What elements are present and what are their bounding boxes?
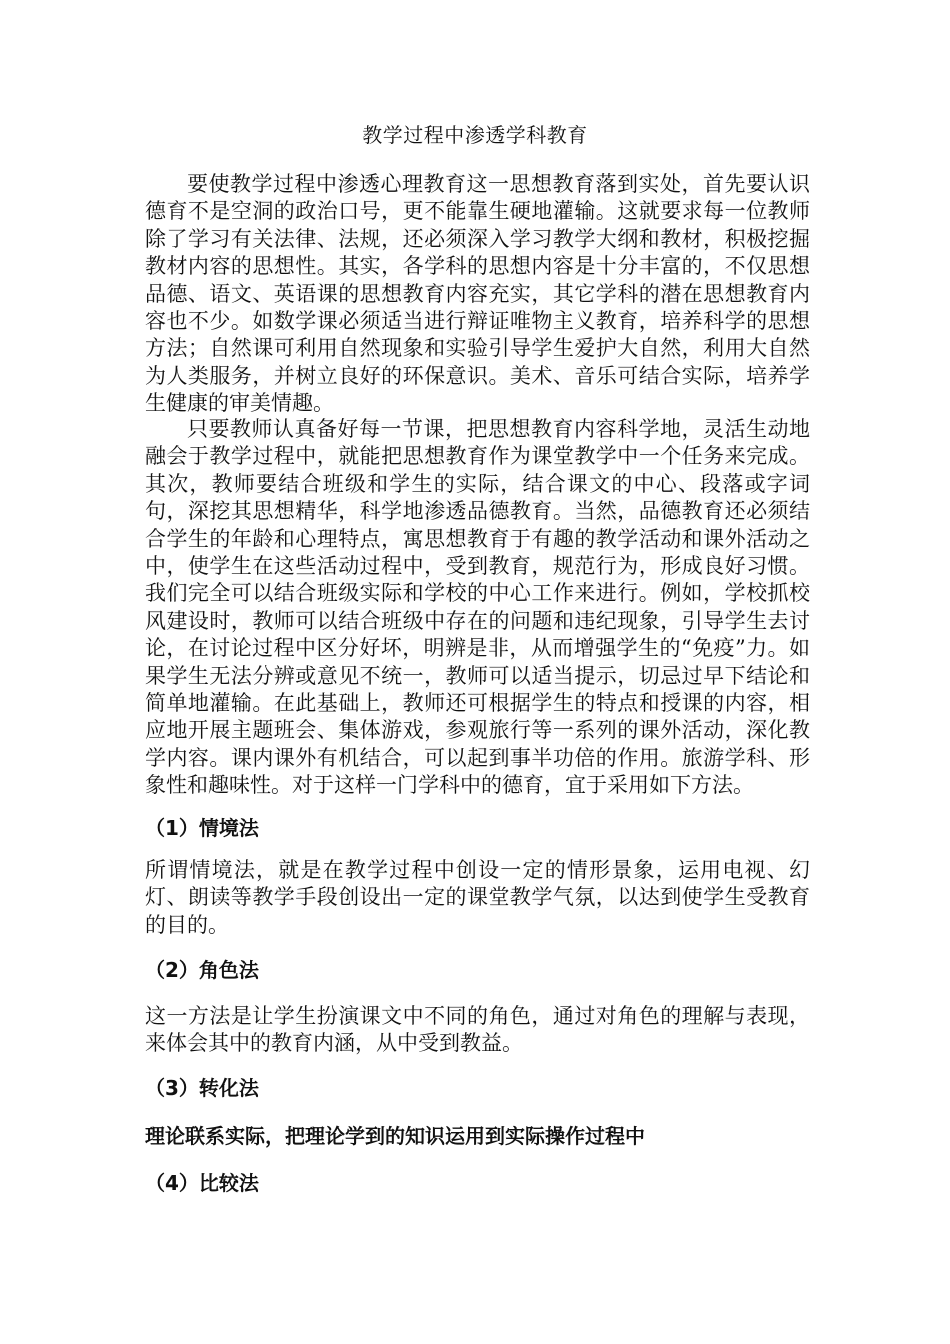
method-text-1: 所谓情境法，就是在教学过程中创设一定的情形景象，运用电视、幻灯、朗读等教学手段创设出一定的课堂教学气氛，以达到使学生受教育的目的。 [145,858,810,937]
method-heading-1: （1）情境法 [145,816,259,840]
method-text-2: 这一方法是让学生扮演课文中不同的角色，通过对角色的理解与表现，来体会其中的教育内涵，从中受到教益。 [145,1004,810,1056]
method-heading-3: （3）转化法 [145,1076,259,1100]
method-heading-4: （4）比较法 [145,1171,259,1195]
body-paragraph-1: 要使教学过程中渗透心理教育这一思想教育落到实处，首先要认识德育不是空洞的政治口号，更不能靠生硬地灌输。这就要求每一位教师除了学习有关法律、法规，还必须深入学习教学大纲和教材，积极挖掘教材内容的思想性。其实，各学科的思想内容是十分丰富的，不仅思想品德、语文、英语课的思想教育内容充实，其它学科的潜在思想教育内容也不少。如数学课必须适当进行辩证唯物主义教育，培养科学的思想方法；自然课可利用自然现象和实验引导学生爱护大自然，利用大自然为人类服务，并树立良好的环保意识。美术、音乐可结合实际，培养学生健康的审美情趣。 [145,172,810,416]
method-text-3: 理论联系实际，把理论学到的知识运用到实际操作过程中 [145,1124,645,1148]
body-paragraph-2: 只要教师认真备好每一节课，把思想教育内容科学地，灵活生动地融会于教学过程中，就能把思想教育作为课堂教学中一个任务来完成。其次，教师要结合班级和学生的实际，结合课文的中心、段落或字词句，深挖其思想精华，科学地渗透品德教育。当然，品德教育还必须结合学生的年龄和心理特点，寓思想教育于有趣的教学活动和课外活动之中，使学生在这些活动过程中，受到教育，规范行为，形成良好习惯。我们完全可以结合班级实际和学校的中心工作来进行。例如，学校抓校风建设时，教师可以结合班级中存在的问题和违纪现象，引导学生去讨论，在讨论过程中区分好坏，明辨是非，从而增强学生的“免疫”力。如果学生无法分辨或意见不统一，教师可以适当提示，切忌过早下结论和简单地灌输。在此基础上，教师还可根据学生的特点和授课的内容，相应地开展主题班会、集体游戏，参观旅行等一系列的课外活动，深化教学内容。课内课外有机结合，可以起到事半功倍的作用。旅游学科、形象性和趣味性。对于这样一门学科中的德育，宜于采用如下方法。 [145,417,810,798]
document-title: 教学过程中渗透学科教育 [362,123,588,147]
method-heading-2: （2）角色法 [145,958,259,982]
